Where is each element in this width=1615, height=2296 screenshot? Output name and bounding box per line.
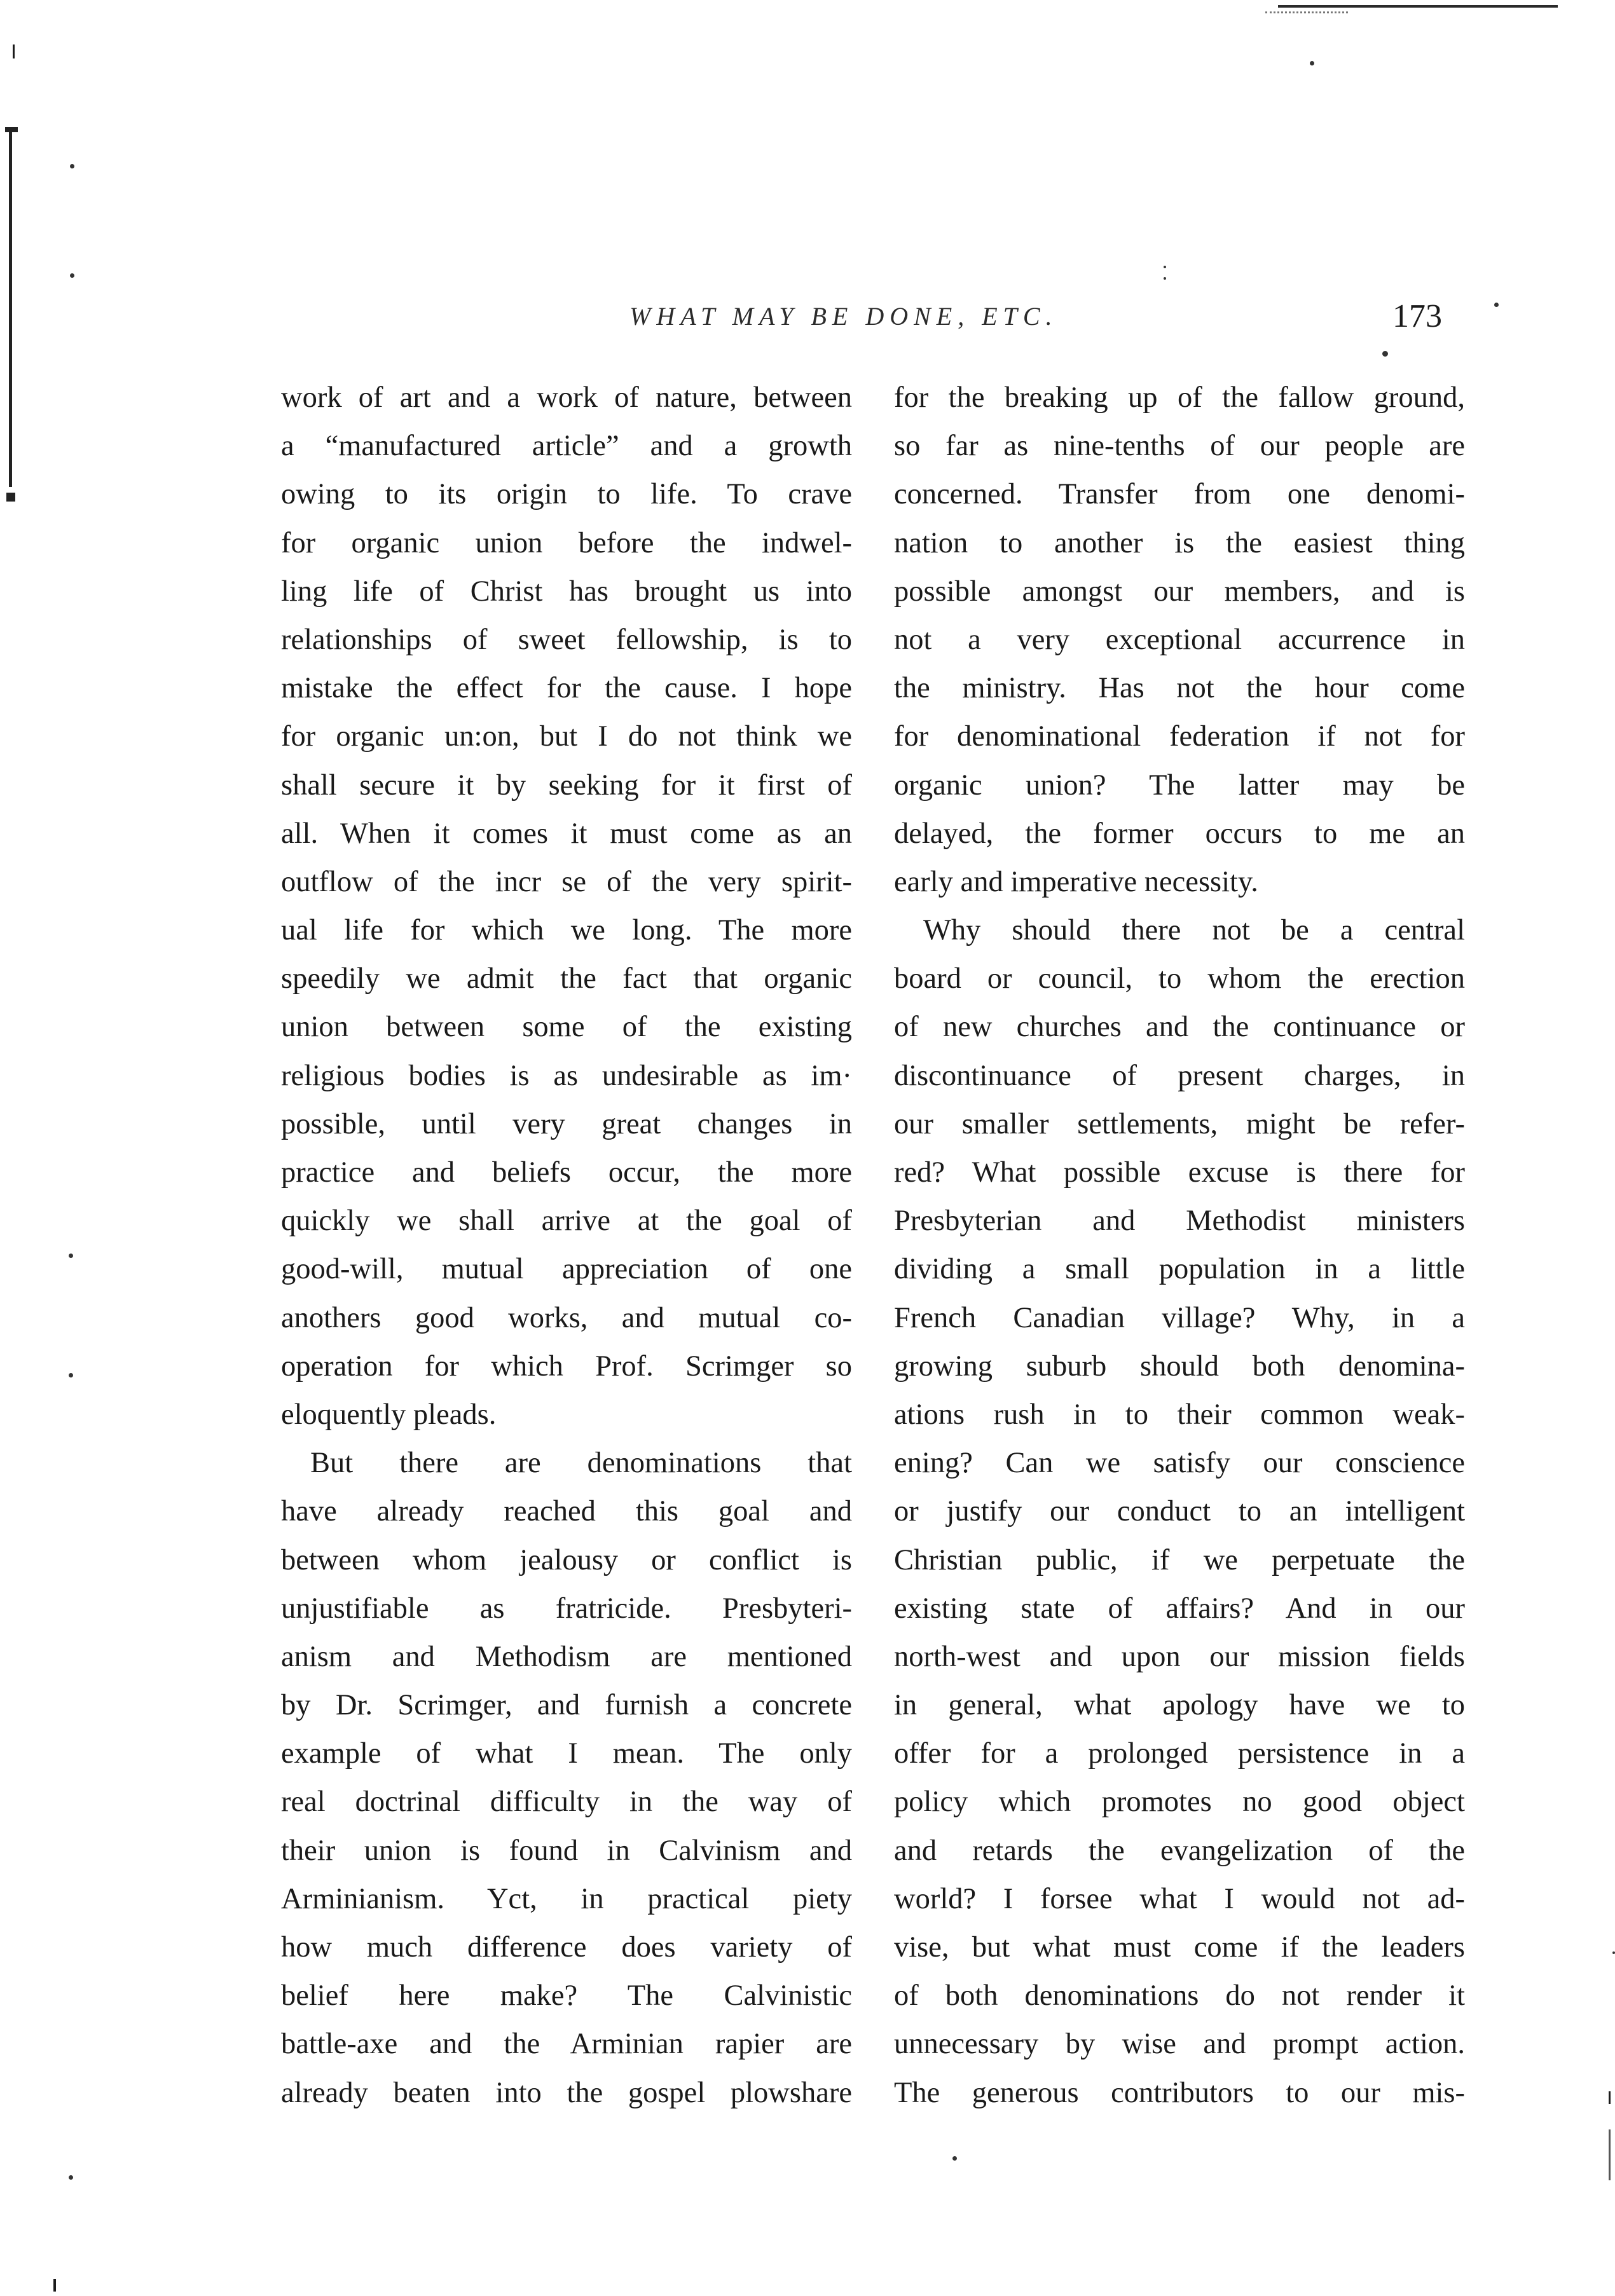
text-line: possible amongst our members, and is [894,575,1465,608]
margin-speck [1164,266,1166,268]
text-line: eloquently pleads. [281,1398,497,1431]
margin-speck [69,2175,73,2180]
text-line: Christian public, if we perpetuate the [894,1543,1465,1576]
text-line: so far as nine-tenths of our people are [894,430,1465,463]
text-line: between whom jealousy or conflict is [281,1543,852,1576]
text-line: organic union? The latter may be [894,769,1465,802]
margin-scan-mark [13,44,15,58]
text-line: early and imperative necessity. [894,865,1258,898]
text-line: existing state of affairs? And in our [894,1592,1465,1625]
top-dashed-rule [1265,11,1348,13]
text-line: not a very exceptional accurrence in [894,623,1465,656]
text-line: religious bodies is as undesirable as im· [281,1059,852,1092]
text-line: possible, until very great changes in [281,1107,852,1140]
running-head [0,297,1615,336]
margin-speck [1612,1951,1615,1954]
text-line: have already reached this goal and [281,1495,852,1528]
text-line: belief here make? The Calvinistic [281,1979,852,2012]
margin-scan-mark [6,493,15,502]
text-line: offer for a prolonged persistence in a [894,1737,1465,1770]
text-line: good-will, mutual appreciation of one [281,1253,852,1286]
running-title: WHAT MAY BE DONE, ETC. [629,302,1058,331]
paragraph-start-line: But there are denominations that [310,1447,852,1480]
right-text-column [894,374,1465,2117]
text-line: unjustifiable as fratricide. Presbyteri- [281,1592,852,1625]
margin-speck [1164,277,1166,280]
text-line: delayed, the former occurs to me an [894,817,1465,850]
text-line: board or council, to whom the erection [894,962,1465,995]
text-line: north-west and upon our mission fields [894,1640,1465,1673]
text-line: and retards the evangelization of the [894,1834,1465,1867]
text-line: already beaten into the gospel plowshare [281,2076,852,2109]
text-line: concerned. Transfer from one denomi- [894,478,1465,511]
text-line: by Dr. Scrimger, and furnish a concrete [281,1689,852,1722]
text-line: ening? Can we satisfy our conscience [894,1447,1465,1480]
text-line: speedily we admit the fact that organic [281,962,852,995]
paragraph-start-line: Why should there not be a central [923,914,1465,947]
text-line: nation to another is the easiest thing [894,526,1465,559]
text-line: of new churches and the continuance or [894,1011,1465,1044]
margin-scan-mark [1609,2091,1611,2104]
text-line: in general, what apology have we to [894,1689,1465,1722]
text-line: dividing a small population in a little [894,1253,1465,1286]
margin-speck [70,273,74,278]
text-line: all. When it comes it must come as an [281,817,852,850]
margin-scan-mark [1609,2129,1611,2180]
text-line: outflow of the incr se of the very spirit- [281,865,852,898]
text-line: our smaller settlements, might be refer- [894,1107,1465,1140]
text-line: for denominational federation if not for [894,720,1465,753]
page-number: 173 [1392,298,1442,334]
text-line: The generous contributors to our mis- [894,2076,1465,2109]
text-line: for the breaking up of the fallow ground, [894,381,1465,414]
text-line: or justify our conduct to an intelligent [894,1495,1465,1528]
text-line: owing to its origin to life. To crave [281,478,852,511]
text-line: real doctrinal difficulty in the way of [281,1786,852,1819]
text-line: red? What possible excuse is there for [894,1156,1465,1189]
text-line: for organic un:on, but I do not think we [281,720,852,753]
text-line: operation for which Prof. Scrimger so [281,1350,852,1383]
margin-speck [69,1373,73,1377]
text-line: world? I forsee what I would not ad- [894,1882,1465,1915]
text-line: unnecessary by wise and prompt action. [894,2028,1465,2061]
top-rule [1278,5,1558,8]
text-line: shall secure it by seeking for it first of [281,769,852,802]
text-line: relationships of sweet fellowship, is to [281,623,852,656]
margin-scan-mark [53,2279,56,2292]
text-line: example of what I mean. The only [281,1737,852,1770]
text-line: union between some of the existing [281,1011,852,1044]
text-line: a “manufactured article” and a growth [281,430,852,463]
text-line: for organic union before the indwel- [281,526,852,559]
text-line: practice and beliefs occur, the more [281,1156,852,1189]
text-line: mistake the effect for the cause. I hope [281,672,852,705]
text-line: ations rush in to their common weak- [894,1398,1465,1431]
page-number-speck [1382,351,1388,357]
margin-speck [952,2156,957,2161]
margin-speck [1310,61,1314,65]
text-line: the ministry. Has not the hour come [894,672,1465,705]
text-line: policy which promotes no good object [894,1786,1465,1819]
left-text-column [281,374,852,2117]
margin-speck [70,164,74,168]
margin-scan-mark [5,127,18,132]
text-line: how much difference does variety of [281,1931,852,1964]
text-line: of both denominations do not render it [894,1979,1465,2012]
text-line: ual life for which we long. The more [281,914,852,947]
text-line: discontinuance of present charges, in [894,1059,1465,1092]
text-line: vise, but what must come if the leaders [894,1931,1465,1964]
text-line: growing suburb should both denomina- [894,1350,1465,1383]
text-line: quickly we shall arrive at the goal of [281,1205,852,1238]
text-line: Presbyterian and Methodist ministers [894,1205,1465,1238]
text-line: their union is found in Calvinism and [281,1834,852,1867]
text-line: battle-axe and the Arminian rapier are [281,2028,852,2061]
text-line: ling life of Christ has brought us into [281,575,852,608]
text-line: anothers good works, and mutual co- [281,1301,852,1334]
text-line: French Canadian village? Why, in a [894,1301,1465,1334]
text-line: anism and Methodism are mentioned [281,1640,852,1673]
text-line: work of art and a work of nature, between [281,381,852,414]
text-line: Arminianism. Yct, in practical piety [281,1882,852,1915]
margin-speck [69,1254,73,1258]
